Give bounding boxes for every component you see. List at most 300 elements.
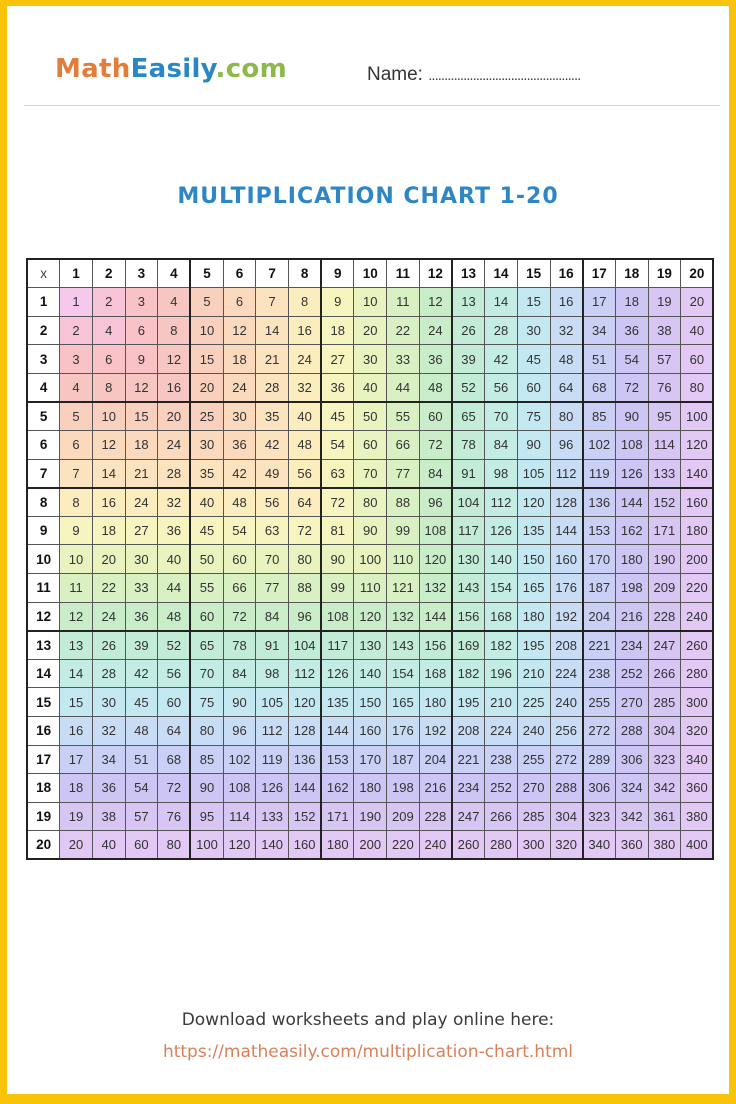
table-row xyxy=(27,516,713,545)
product-cell: 16 xyxy=(60,717,93,746)
product-cell: 121 xyxy=(387,574,420,603)
product-cell: 187 xyxy=(387,745,420,774)
product-cell: 190 xyxy=(648,545,681,574)
product-cell: 132 xyxy=(387,602,420,631)
product-cell: 60 xyxy=(125,831,158,860)
column-header: 7 xyxy=(256,259,289,288)
product-cell: 42 xyxy=(125,659,158,688)
product-cell: 28 xyxy=(158,459,191,488)
product-cell: 126 xyxy=(485,516,518,545)
product-cell: 108 xyxy=(419,516,452,545)
product-cell: 100 xyxy=(190,831,223,860)
product-cell: 196 xyxy=(485,659,518,688)
product-cell: 169 xyxy=(452,631,485,660)
product-cell: 143 xyxy=(387,631,420,660)
product-cell: 6 xyxy=(125,316,158,345)
product-cell: 76 xyxy=(158,802,191,831)
product-cell: 14 xyxy=(92,459,125,488)
row-header: 5 xyxy=(27,402,60,431)
row-header: 4 xyxy=(27,373,60,402)
product-cell: 198 xyxy=(387,774,420,803)
table-row xyxy=(27,774,713,803)
product-cell: 45 xyxy=(125,688,158,717)
product-cell: 54 xyxy=(223,516,256,545)
product-cell: 252 xyxy=(615,659,648,688)
product-cell: 60 xyxy=(223,545,256,574)
product-cell: 360 xyxy=(681,774,714,803)
product-cell: 160 xyxy=(550,545,583,574)
column-header: 20 xyxy=(681,259,714,288)
product-cell: 21 xyxy=(256,345,289,374)
product-cell: 28 xyxy=(92,659,125,688)
product-cell: 300 xyxy=(681,688,714,717)
table-row xyxy=(27,659,713,688)
product-cell: 88 xyxy=(289,574,322,603)
product-cell: 18 xyxy=(321,316,354,345)
product-cell: 60 xyxy=(158,688,191,717)
product-cell: 144 xyxy=(419,602,452,631)
table-row xyxy=(27,831,713,860)
logo-easily: Easily xyxy=(130,54,216,84)
table-row xyxy=(27,316,713,345)
column-header: 2 xyxy=(92,259,125,288)
product-cell: 45 xyxy=(517,345,550,374)
table-row xyxy=(27,488,713,517)
product-cell: 63 xyxy=(256,516,289,545)
product-cell: 36 xyxy=(615,316,648,345)
product-cell: 100 xyxy=(681,402,714,431)
product-cell: 42 xyxy=(223,459,256,488)
product-cell: 80 xyxy=(190,717,223,746)
product-cell: 36 xyxy=(223,431,256,460)
product-cell: 220 xyxy=(681,574,714,603)
product-cell: 154 xyxy=(485,574,518,603)
product-cell: 5 xyxy=(60,402,93,431)
product-cell: 209 xyxy=(387,802,420,831)
product-cell: 12 xyxy=(223,316,256,345)
product-cell: 171 xyxy=(648,516,681,545)
product-cell: 20 xyxy=(354,316,387,345)
product-cell: 72 xyxy=(321,488,354,517)
product-cell: 136 xyxy=(583,488,616,517)
product-cell: 180 xyxy=(615,545,648,574)
product-cell: 96 xyxy=(223,717,256,746)
product-cell: 105 xyxy=(256,688,289,717)
product-cell: 20 xyxy=(60,831,93,860)
page-title: MULTIPLICATION CHART 1-20 xyxy=(177,184,559,209)
product-cell: 102 xyxy=(223,745,256,774)
product-cell: 140 xyxy=(485,545,518,574)
product-cell: 10 xyxy=(60,545,93,574)
column-header: 1 xyxy=(60,259,93,288)
product-cell: 40 xyxy=(92,831,125,860)
product-cell: 2 xyxy=(60,316,93,345)
product-cell: 44 xyxy=(387,373,420,402)
product-cell: 24 xyxy=(289,345,322,374)
product-cell: 51 xyxy=(583,345,616,374)
product-cell: 96 xyxy=(550,431,583,460)
product-cell: 252 xyxy=(485,774,518,803)
row-header: 15 xyxy=(27,688,60,717)
product-cell: 24 xyxy=(419,316,452,345)
product-cell: 34 xyxy=(583,316,616,345)
row-header: 1 xyxy=(27,288,60,317)
product-cell: 21 xyxy=(125,459,158,488)
worksheet-page xyxy=(7,6,729,1094)
product-cell: 51 xyxy=(125,745,158,774)
row-header: 11 xyxy=(27,574,60,603)
product-cell: 84 xyxy=(485,431,518,460)
product-cell: 272 xyxy=(583,717,616,746)
product-cell: 150 xyxy=(354,688,387,717)
product-cell: 119 xyxy=(256,745,289,774)
product-cell: 323 xyxy=(583,802,616,831)
product-cell: 140 xyxy=(354,659,387,688)
product-cell: 48 xyxy=(289,431,322,460)
product-cell: 360 xyxy=(615,831,648,860)
product-cell: 20 xyxy=(158,402,191,431)
product-cell: 130 xyxy=(452,545,485,574)
product-cell: 102 xyxy=(583,431,616,460)
product-cell: 27 xyxy=(321,345,354,374)
logo-com: .com xyxy=(215,54,287,84)
product-cell: 120 xyxy=(517,488,550,517)
product-cell: 6 xyxy=(92,345,125,374)
product-cell: 33 xyxy=(387,345,420,374)
column-header: 19 xyxy=(648,259,681,288)
product-cell: 108 xyxy=(615,431,648,460)
product-cell: 30 xyxy=(92,688,125,717)
product-cell: 75 xyxy=(517,402,550,431)
product-cell: 18 xyxy=(615,288,648,317)
product-cell: 99 xyxy=(321,574,354,603)
table-row xyxy=(27,459,713,488)
product-cell: 6 xyxy=(60,431,93,460)
product-cell: 90 xyxy=(321,545,354,574)
product-cell: 4 xyxy=(158,288,191,317)
product-cell: 234 xyxy=(452,774,485,803)
product-cell: 78 xyxy=(223,631,256,660)
product-cell: 17 xyxy=(583,288,616,317)
product-cell: 110 xyxy=(387,545,420,574)
product-cell: 95 xyxy=(190,802,223,831)
product-cell: 72 xyxy=(158,774,191,803)
product-cell: 228 xyxy=(419,802,452,831)
product-cell: 300 xyxy=(517,831,550,860)
column-header: 18 xyxy=(615,259,648,288)
product-cell: 9 xyxy=(321,288,354,317)
product-cell: 33 xyxy=(125,574,158,603)
product-cell: 30 xyxy=(125,545,158,574)
product-cell: 144 xyxy=(289,774,322,803)
column-header: 5 xyxy=(190,259,223,288)
product-cell: 26 xyxy=(92,631,125,660)
product-cell: 32 xyxy=(158,488,191,517)
column-header: 13 xyxy=(452,259,485,288)
product-cell: 140 xyxy=(256,831,289,860)
product-cell: 68 xyxy=(158,745,191,774)
product-cell: 32 xyxy=(92,717,125,746)
product-cell: 221 xyxy=(452,745,485,774)
product-cell: 22 xyxy=(387,316,420,345)
product-cell: 153 xyxy=(583,516,616,545)
product-cell: 176 xyxy=(550,574,583,603)
table-row xyxy=(27,602,713,631)
product-cell: 42 xyxy=(485,345,518,374)
product-cell: 247 xyxy=(648,631,681,660)
product-cell: 60 xyxy=(517,373,550,402)
product-cell: 57 xyxy=(648,345,681,374)
product-cell: 38 xyxy=(648,316,681,345)
table-row xyxy=(27,574,713,603)
multiplication-table xyxy=(26,258,714,860)
product-cell: 4 xyxy=(60,373,93,402)
product-cell: 30 xyxy=(223,402,256,431)
logo-math: Math xyxy=(55,54,131,84)
product-cell: 56 xyxy=(485,373,518,402)
product-cell: 70 xyxy=(354,459,387,488)
product-cell: 55 xyxy=(190,574,223,603)
product-cell: 210 xyxy=(517,659,550,688)
product-cell: 56 xyxy=(256,488,289,517)
product-cell: 182 xyxy=(452,659,485,688)
name-field xyxy=(367,64,580,86)
product-cell: 90 xyxy=(517,431,550,460)
product-cell: 272 xyxy=(550,745,583,774)
product-cell: 288 xyxy=(615,717,648,746)
product-cell: 85 xyxy=(583,402,616,431)
product-cell: 108 xyxy=(223,774,256,803)
product-cell: 88 xyxy=(387,488,420,517)
product-cell: 168 xyxy=(419,659,452,688)
product-cell: 280 xyxy=(485,831,518,860)
product-cell: 84 xyxy=(223,659,256,688)
column-header: 6 xyxy=(223,259,256,288)
product-cell: 119 xyxy=(583,459,616,488)
product-cell: 15 xyxy=(517,288,550,317)
product-cell: 266 xyxy=(648,659,681,688)
product-cell: 187 xyxy=(583,574,616,603)
product-cell: 60 xyxy=(419,402,452,431)
product-cell: 144 xyxy=(615,488,648,517)
product-cell: 19 xyxy=(648,288,681,317)
product-cell: 182 xyxy=(485,631,518,660)
product-cell: 14 xyxy=(485,288,518,317)
product-cell: 160 xyxy=(289,831,322,860)
product-cell: 34 xyxy=(92,745,125,774)
product-cell: 98 xyxy=(485,459,518,488)
product-cell: 39 xyxy=(452,345,485,374)
product-cell: 40 xyxy=(158,545,191,574)
product-cell: 112 xyxy=(289,659,322,688)
column-header: 10 xyxy=(354,259,387,288)
product-cell: 54 xyxy=(615,345,648,374)
product-cell: 91 xyxy=(452,459,485,488)
product-cell: 306 xyxy=(615,745,648,774)
product-cell: 85 xyxy=(190,745,223,774)
column-header: 12 xyxy=(419,259,452,288)
product-cell: 44 xyxy=(158,574,191,603)
product-cell: 39 xyxy=(125,631,158,660)
table-row xyxy=(27,431,713,460)
product-cell: 270 xyxy=(615,688,648,717)
product-cell: 195 xyxy=(452,688,485,717)
product-cell: 255 xyxy=(583,688,616,717)
product-cell: 260 xyxy=(452,831,485,860)
product-cell: 340 xyxy=(583,831,616,860)
product-cell: 25 xyxy=(190,402,223,431)
footer-text: Download worksheets and play online here: xyxy=(181,1010,555,1030)
product-cell: 108 xyxy=(321,602,354,631)
product-cell: 48 xyxy=(125,717,158,746)
product-cell: 8 xyxy=(289,288,322,317)
row-header: 14 xyxy=(27,659,60,688)
product-cell: 150 xyxy=(517,545,550,574)
table-row xyxy=(27,717,713,746)
product-cell: 72 xyxy=(615,373,648,402)
product-cell: 132 xyxy=(419,574,452,603)
column-header: 16 xyxy=(550,259,583,288)
product-cell: 361 xyxy=(648,802,681,831)
product-cell: 65 xyxy=(452,402,485,431)
product-cell: 15 xyxy=(60,688,93,717)
product-cell: 1 xyxy=(60,288,93,317)
product-cell: 64 xyxy=(550,373,583,402)
row-header: 17 xyxy=(27,745,60,774)
product-cell: 28 xyxy=(256,373,289,402)
row-header: 20 xyxy=(27,831,60,860)
product-cell: 136 xyxy=(289,745,322,774)
product-cell: 7 xyxy=(256,288,289,317)
product-cell: 52 xyxy=(452,373,485,402)
product-cell: 285 xyxy=(517,802,550,831)
row-header: 10 xyxy=(27,545,60,574)
product-cell: 255 xyxy=(517,745,550,774)
product-cell: 104 xyxy=(289,631,322,660)
product-cell: 238 xyxy=(485,745,518,774)
product-cell: 144 xyxy=(321,717,354,746)
product-cell: 12 xyxy=(158,345,191,374)
row-header: 18 xyxy=(27,774,60,803)
product-cell: 170 xyxy=(354,745,387,774)
product-cell: 13 xyxy=(452,288,485,317)
table-row xyxy=(27,373,713,402)
row-header: 3 xyxy=(27,345,60,374)
product-cell: 63 xyxy=(321,459,354,488)
product-cell: 104 xyxy=(452,488,485,517)
product-cell: 14 xyxy=(256,316,289,345)
product-cell: 11 xyxy=(387,288,420,317)
product-cell: 170 xyxy=(583,545,616,574)
product-cell: 95 xyxy=(648,402,681,431)
product-cell: 143 xyxy=(452,574,485,603)
product-cell: 340 xyxy=(681,745,714,774)
product-cell: 120 xyxy=(419,545,452,574)
product-cell: 165 xyxy=(517,574,550,603)
product-cell: 12 xyxy=(125,373,158,402)
product-cell: 140 xyxy=(681,459,714,488)
product-cell: 48 xyxy=(550,345,583,374)
product-cell: 40 xyxy=(681,316,714,345)
product-cell: 20 xyxy=(190,373,223,402)
product-cell: 247 xyxy=(452,802,485,831)
footer-link[interactable]: https://matheasily.com/multiplication-chart.html xyxy=(162,1042,574,1062)
product-cell: 114 xyxy=(648,431,681,460)
product-cell: 96 xyxy=(289,602,322,631)
table-row xyxy=(27,288,713,317)
product-cell: 324 xyxy=(615,774,648,803)
product-cell: 28 xyxy=(485,316,518,345)
row-header: 7 xyxy=(27,459,60,488)
product-cell: 320 xyxy=(550,831,583,860)
column-header: 8 xyxy=(289,259,322,288)
product-cell: 48 xyxy=(158,602,191,631)
product-cell: 180 xyxy=(321,831,354,860)
product-cell: 130 xyxy=(354,631,387,660)
product-cell: 180 xyxy=(517,602,550,631)
product-cell: 165 xyxy=(387,688,420,717)
product-cell: 60 xyxy=(681,345,714,374)
product-cell: 304 xyxy=(550,802,583,831)
row-header: 9 xyxy=(27,516,60,545)
product-cell: 224 xyxy=(485,717,518,746)
column-header: 14 xyxy=(485,259,518,288)
product-cell: 18 xyxy=(223,345,256,374)
table-row xyxy=(27,631,713,660)
product-cell: 112 xyxy=(256,717,289,746)
product-cell: 200 xyxy=(681,545,714,574)
product-cell: 225 xyxy=(517,688,550,717)
product-cell: 168 xyxy=(485,602,518,631)
product-cell: 400 xyxy=(681,831,714,860)
product-cell: 128 xyxy=(550,488,583,517)
product-cell: 60 xyxy=(354,431,387,460)
product-cell: 65 xyxy=(190,631,223,660)
product-cell: 260 xyxy=(681,631,714,660)
product-cell: 112 xyxy=(550,459,583,488)
product-cell: 266 xyxy=(485,802,518,831)
column-header: 9 xyxy=(321,259,354,288)
product-cell: 56 xyxy=(158,659,191,688)
product-cell: 50 xyxy=(354,402,387,431)
product-cell: 18 xyxy=(60,774,93,803)
product-cell: 54 xyxy=(125,774,158,803)
product-cell: 11 xyxy=(60,574,93,603)
product-cell: 114 xyxy=(223,802,256,831)
product-cell: 24 xyxy=(125,488,158,517)
product-cell: 180 xyxy=(681,516,714,545)
product-cell: 2 xyxy=(92,288,125,317)
table-row xyxy=(27,545,713,574)
product-cell: 3 xyxy=(125,288,158,317)
product-cell: 45 xyxy=(190,516,223,545)
product-cell: 9 xyxy=(60,516,93,545)
product-cell: 36 xyxy=(321,373,354,402)
product-cell: 256 xyxy=(550,717,583,746)
product-cell: 9 xyxy=(125,345,158,374)
row-header: 8 xyxy=(27,488,60,517)
product-cell: 4 xyxy=(92,316,125,345)
product-cell: 96 xyxy=(419,488,452,517)
product-cell: 20 xyxy=(92,545,125,574)
column-header: 4 xyxy=(158,259,191,288)
table-row xyxy=(27,688,713,717)
product-cell: 117 xyxy=(321,631,354,660)
product-cell: 198 xyxy=(615,574,648,603)
product-cell: 32 xyxy=(289,373,322,402)
product-cell: 216 xyxy=(419,774,452,803)
product-cell: 26 xyxy=(452,316,485,345)
